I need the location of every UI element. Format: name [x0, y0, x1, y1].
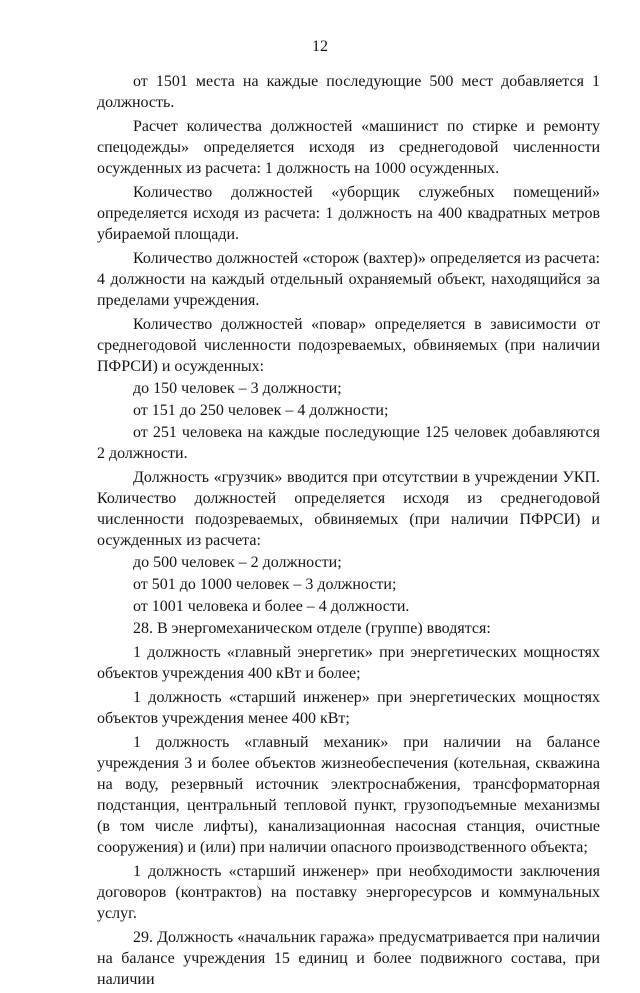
list-item-loader-2: от 501 до 1000 человек – 3 должности; — [133, 576, 397, 593]
document-body — [97, 71, 600, 993]
paragraph-cleaner: Количество должностей «уборщик служебных помещений» определяется исходя из расчета: 1 должность на 400 квадратных метров убираемой площади. — [97, 184, 600, 243]
list-item-loader-1: до 500 человек – 2 должности; — [133, 554, 342, 571]
paragraph-chief-power-engineer: 1 должность «главный энергетик» при энергетических мощностях объектов учреждения 400 кВт и более; — [97, 644, 600, 682]
paragraph-senior-engineer-contracts: 1 должность «старший инженер» при необходимости заключения договоров (контрактов) на поставку энергоресурсов и коммунальных услуг. — [97, 863, 600, 922]
paragraph-laundry-machinist: Расчет количества должностей «машинист по стирке и ремонту спецодежды» определяется исходя из среднегодовой численности осужденных из расчета: 1 должность на 1000 осужденных. — [97, 118, 600, 177]
paragraph-cook: Количество должностей «повар» определяется в зависимости от среднегодовой численности подозреваемых, обвиняемых (при наличии ПФРСИ) и осужденных: — [97, 316, 600, 375]
paragraph-section-29: 29. Должность «начальник гаража» предусматривается при наличии на балансе учреждения 15 единиц и более подвижного состава, при наличии — [97, 929, 600, 988]
paragraph-chief-mechanic: 1 должность «главный механик» при наличии на балансе учреждения 3 и более объектов жизнеобеспечения (котельная, скважина на воду, резервный источник электроснабжения, трансформаторная подстанция, центральный тепловой пункт, грузоподъемные механизмы (в том числе лифты), канализационная насосная станция, очистные сооружения) и (или) при наличии опасного производственного объекта; — [97, 734, 600, 856]
list-item-loader-3: от 1001 человека и более – 4 должности. — [133, 598, 410, 615]
paragraph-senior-engineer-power: 1 должность «старший инженер» при энергетических мощностях объектов учреждения менее 400 кВт; — [97, 689, 600, 727]
list-item-cook-3: от 251 человека на каждые последующие 125 человек добавляются 2 должности. — [97, 424, 600, 462]
list-item-cook-2: от 151 до 250 человек – 4 должности; — [133, 402, 389, 419]
paragraph-section-28: 28. В энергомеханическом отделе (группе) вводятся: — [133, 620, 491, 637]
paragraph-watchman: Количество должностей «сторож (вахтер)» определяется из расчета: 4 должности на каждый отдельный охраняемый объект, находящийся за пределами учреждения. — [97, 250, 600, 309]
paragraph-loader: Должность «грузчик» вводится при отсутствии в учреждении УКП. Количество должностей определяется исходя из среднегодовой численности подозреваемых, обвиняемых (при наличии ПФРСИ) и осужденных из расчета: — [97, 469, 600, 549]
page-number: 12 — [312, 38, 328, 55]
paragraph-continuation: от 1501 места на каждые последующие 500 мест добавляется 1 должность. — [97, 73, 600, 111]
list-item-cook-1: до 150 человек – 3 должности; — [133, 380, 342, 397]
